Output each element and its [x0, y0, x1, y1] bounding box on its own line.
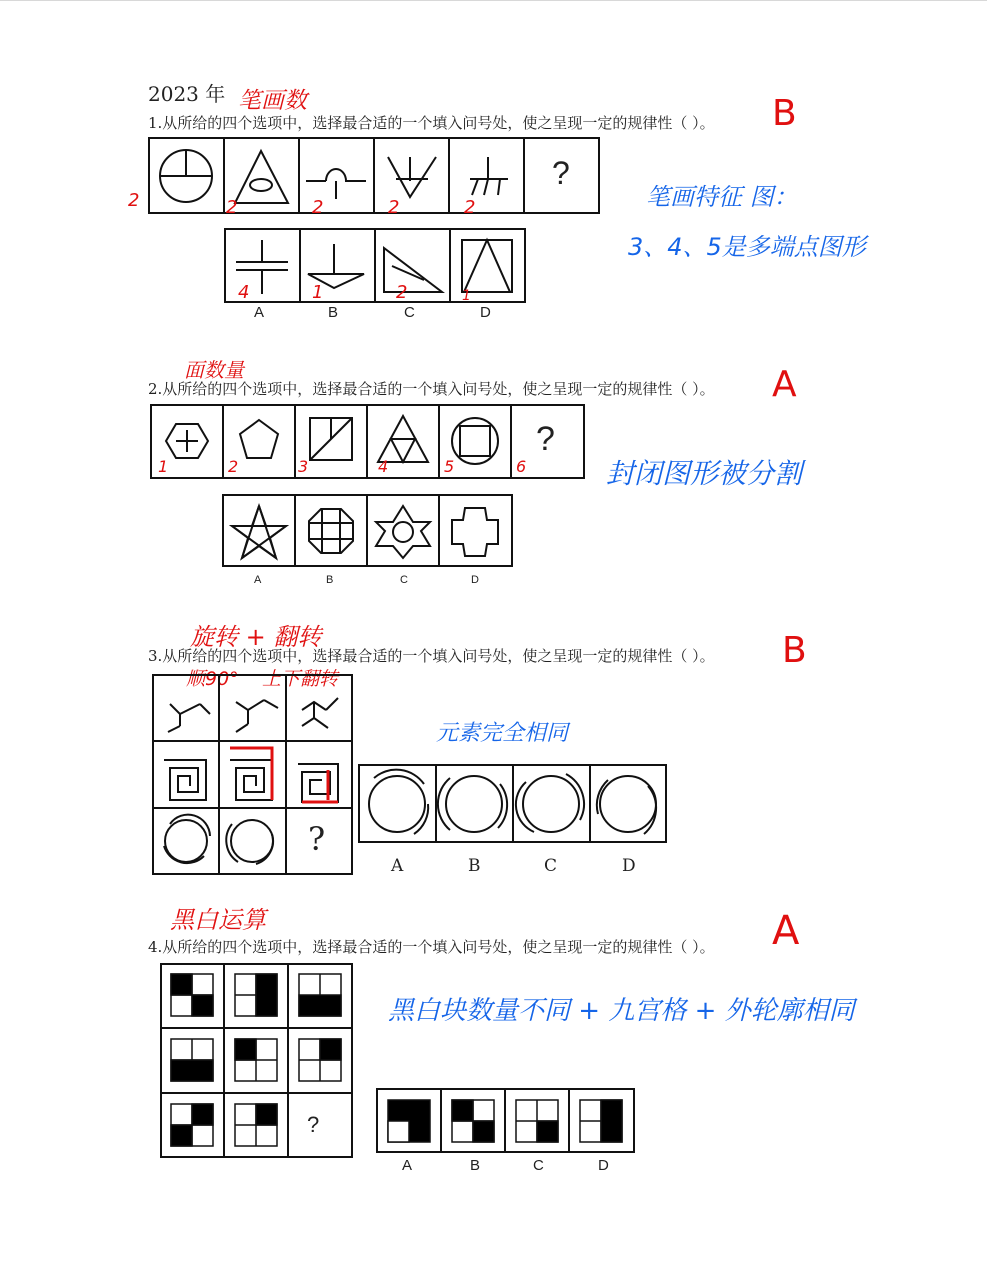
q4-option-a[interactable]: A [402, 1157, 413, 1174]
q1-count-2: 2 [226, 197, 238, 218]
year-heading: 2023 年 [148, 82, 226, 106]
q1-answer: B [772, 93, 797, 134]
q2-option-a[interactable]: A [254, 574, 262, 586]
q2-question-mark: ? [536, 420, 555, 458]
q4-options-figure [376, 1088, 636, 1154]
q3-options-figure [358, 764, 668, 844]
q4-option-d[interactable]: D [598, 1157, 609, 1174]
q3-question-mark: ? [308, 820, 326, 858]
q1-option-b[interactable]: B [328, 304, 339, 321]
q1-count-1: 2 [128, 190, 140, 211]
q1-option-d[interactable]: D [480, 304, 491, 321]
q2-options-figure [222, 494, 514, 568]
q1-option-a[interactable]: A [254, 304, 265, 321]
q1-opt-count-a: 4 [238, 282, 250, 303]
page-top-border [0, 0, 987, 1]
q3-option-a[interactable]: A [391, 856, 404, 876]
q1-topic-note: 笔画数 [238, 88, 307, 114]
q1-count-3: 2 [312, 197, 324, 218]
q1-text: 1.从所给的四个选项中，选择最合适的一个填入问号处，使之呈现一定的规律性（ ）。 [148, 114, 715, 132]
q1-count-4: 2 [388, 197, 400, 218]
q3-rotate-note: 顺90° [186, 668, 239, 690]
q4-topic-note: 黑白运算 [170, 906, 266, 934]
q2-topic-note: 面数量 [184, 358, 244, 382]
q3-option-c[interactable]: C [544, 856, 558, 876]
q3-option-b[interactable]: B [468, 856, 481, 876]
q4-note-1: 黑白块数量不同 + 九宫格 + 外轮廓相同 [388, 996, 855, 1026]
q3-note-1: 元素完全相同 [436, 721, 569, 746]
q2-count-2: 2 [228, 457, 239, 476]
q1-opt-count-b: 1 [312, 282, 324, 303]
q1-option-c[interactable]: C [404, 304, 415, 321]
q3-topic-note: 旋转 + 翻转 [190, 623, 322, 651]
q2-option-d[interactable]: D [471, 574, 479, 586]
q2-count-3: 3 [298, 457, 309, 476]
q3-option-d[interactable]: D [622, 856, 636, 876]
q3-text: 3.从所给的四个选项中，选择最合适的一个填入问号处，使之呈现一定的规律性（ ）。 [148, 647, 715, 665]
q4-option-b[interactable]: B [470, 1157, 481, 1174]
q2-count-6: 6 [516, 457, 527, 476]
q4-answer: A [772, 908, 800, 954]
q2-count-1: 1 [158, 457, 169, 476]
q2-text: 2.从所给的四个选项中，选择最合适的一个填入问号处，使之呈现一定的规律性（ ）。 [148, 380, 715, 398]
q4-question-mark: ? [307, 1112, 320, 1137]
q2-answer: A [772, 364, 797, 405]
q3-answer: B [782, 630, 807, 671]
q1-question-mark: ? [552, 155, 570, 191]
q4-option-c[interactable]: C [533, 1157, 544, 1174]
q1-note-1: 笔画特征 图： [646, 183, 798, 211]
q1-problem-figure [148, 137, 600, 215]
q1-note-2: 3、4、5是多端点图形 [628, 233, 866, 261]
q4-text: 4.从所给的四个选项中，选择最合适的一个填入问号处，使之呈现一定的规律性（ ）。 [148, 938, 715, 956]
q2-note-1: 封闭图形被分割 [606, 457, 803, 490]
q2-count-5: 5 [444, 457, 455, 476]
q2-count-4: 4 [378, 457, 389, 476]
q1-options-figure [224, 228, 526, 304]
q1-count-5: 2 [464, 197, 476, 218]
q4-problem-grid [160, 963, 354, 1159]
q2-option-b[interactable]: B [326, 574, 334, 586]
q3-flip-note: 上下翻转 [262, 668, 339, 690]
q1-opt-count-d: 1 [462, 288, 471, 304]
q1-opt-count-c: 2 [396, 282, 408, 303]
q2-option-c[interactable]: C [400, 574, 408, 586]
